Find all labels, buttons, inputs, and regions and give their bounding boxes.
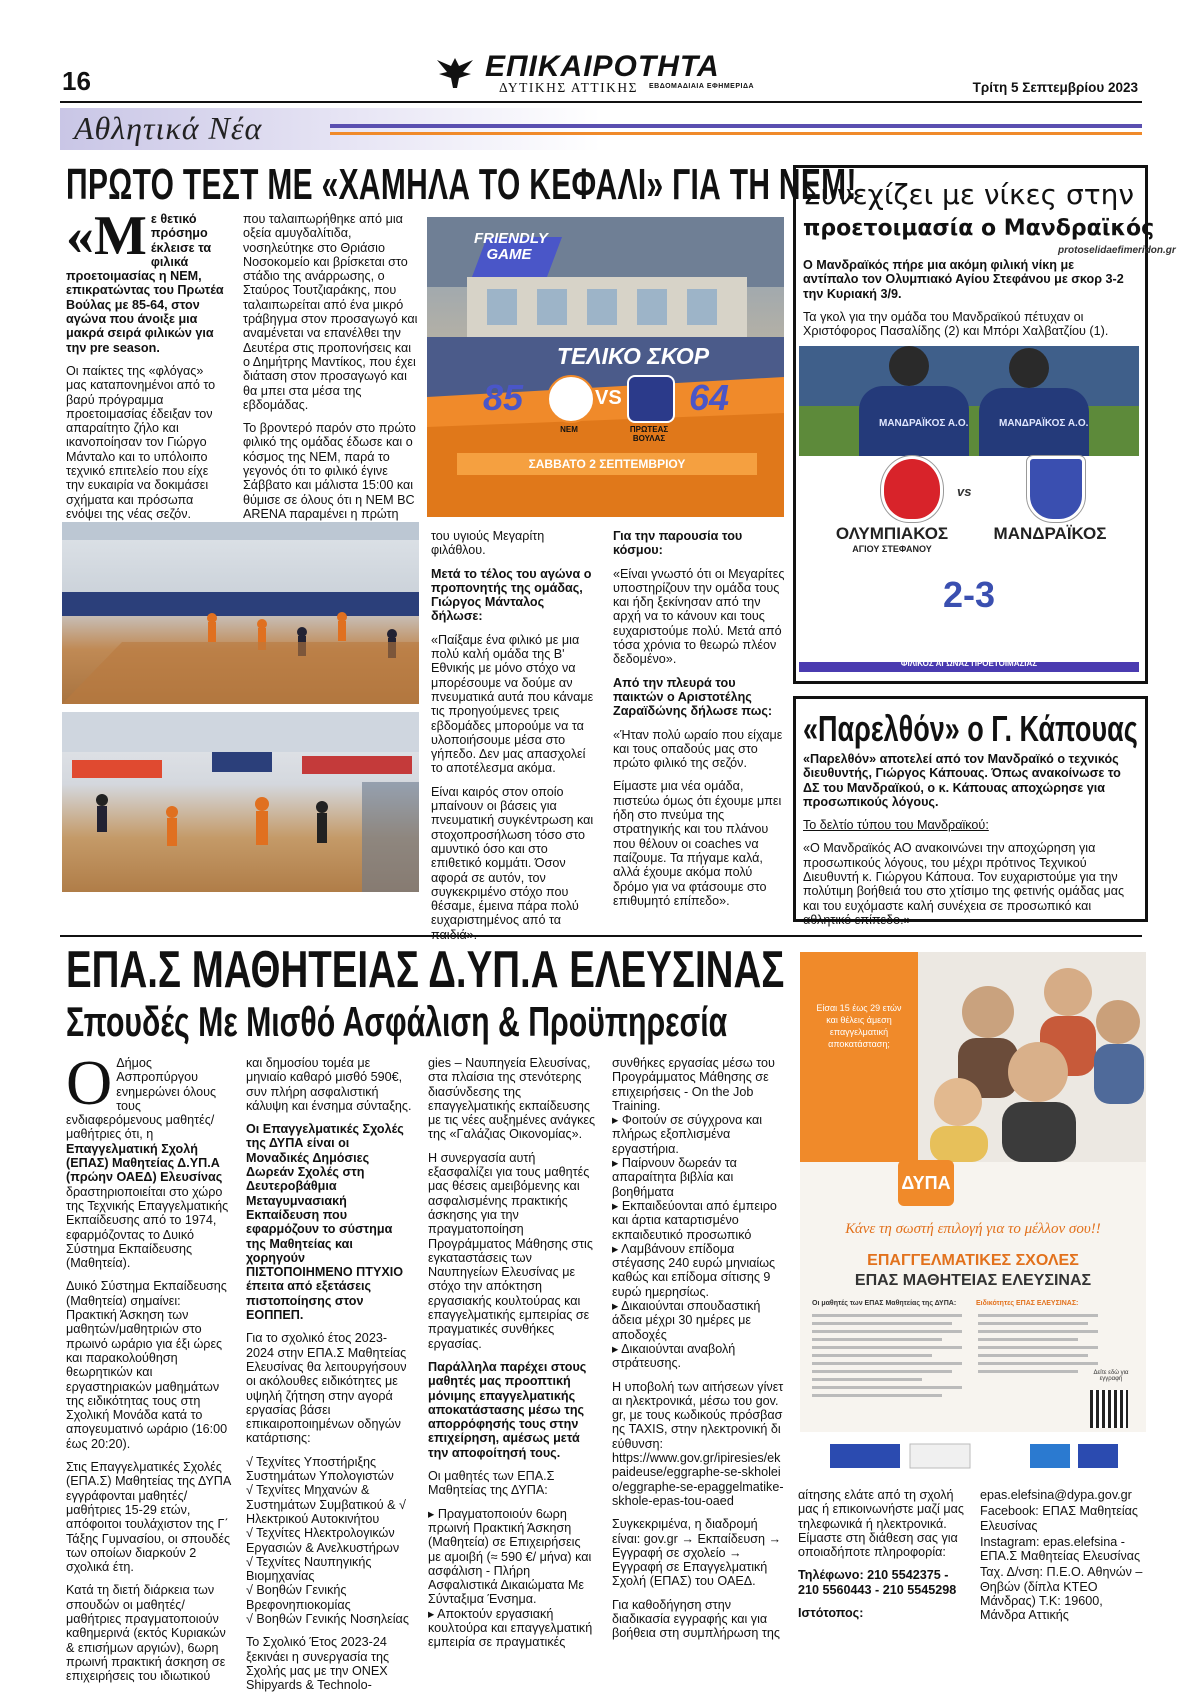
masthead — [435, 52, 775, 96]
paragraph: «Παίξαμε ένα φιλικό με μια πολύ καλή ομάδα της Β' Εθνικής με μόνο στόχο να μπορέσουμε να δούμε αν πνευματικά αυτά που κάναμε τις προηγούμενες τρεις εβδομάδες μπορούμε να τα υλοποιήσουμε μέσα στο γήπεδο. Δεν μας απασχολεί το αποτέλεσμα ακόμα. — [431, 632, 594, 776]
paragraph: Οι Επαγγελματικές Σχολές της ΔΥΠΑ είναι οι Μοναδικές Δημόσιες Δωρεάν Σχολές στη Δευτεροβάθμια Μεταγυμνασιακή Εκπαίδευση που εφαρμόζουν το σύστημα της Μαθητείας και χορηγούν ΠΙΣΤΟΠΟΙΗΜΕΝΟ ΠΤΥΧΙΟ έπειτα από εξετάσεις πιστοποίησης στον ΕΟΠΠΕΠ. — [246, 1122, 404, 1323]
ad-title: ΕΠΑΓΓΕΛΜΑΤΙΚΕΣ ΣΧΟΛΕΣ — [867, 1252, 1079, 1269]
away-team: ΠΡΩΤΕΑΣ ΒΟΥΛΑΣ — [629, 425, 669, 443]
article-column — [612, 1056, 784, 1641]
headline-line: προετοιμασία ο Μανδραϊκός — [803, 216, 1155, 241]
qr-code-icon[interactable] — [1090, 1390, 1128, 1428]
phone-numbers: Τηλέφωνο: 210 5542375 - 210 5560443 - 210 5545298 — [798, 1568, 957, 1597]
section-stripe — [330, 124, 1142, 128]
article-lead-bold: Επαγγελματική Σχολή (ΕΠΑΣ) Μαθητείας Δ.ΥΠ.Α (πρώην ΟΑΕΔ) Ελευσίνας — [66, 1141, 223, 1185]
quote: «Ο Μανδραϊκός ΑΟ ανακοινώνει την αποχώρηση για προσωπικούς λόγους, του μέχρι πρότινος Τεχνικού Διευθυντή κ. Γιώργου Κάπουα. Τον ευχαριστούμε για την πολύτιμη βοήθειά του στο χτίσιμο της φετινής ομάδας μας και του ευχόμαστε καλή συνέχεια σε προσωπικό και αθλητικό επίπεδο.» — [803, 841, 1125, 927]
facebook-link[interactable]: Facebook: ΕΠΑΣ Μαθητείας Ελευσίνας — [980, 1504, 1138, 1533]
paragraph: «Είναι γνωστό ότι οι Μεγαρίτες υποστηρίζουν την ομάδα τους και ήδη ξεκίνησαν από την αρχή να το κάνουν και τους ευχαριστούμε πολύ. Μετά από τόσα χρόνια το θεωρώ πλέον δεδομένο». — [613, 566, 785, 667]
article-subheadline: Σπουδές Με Μισθό Ασφάλιση & Προϋπηρεσία — [66, 998, 728, 1045]
article-headline — [803, 178, 1154, 246]
home-team: ΝΕΜ — [560, 425, 578, 434]
ad-slogan: Κάνε τη σωστή επιλογή για το μέλλον σου!! — [845, 1221, 1101, 1237]
masthead-title: ΕΠΙΚΑΙΡΟΤΗΤΑ — [485, 50, 720, 83]
final-score-label: ΤΕΛΙΚΟ ΣΚΟΡ — [556, 343, 710, 369]
mandraikos-crest-icon — [1027, 456, 1085, 522]
paragraph: Για το σχολικό έτος 2023-2024 στην ΕΠΑ.Σ Μαθητείας Ελευσίνας θα λειτουργήσουν οι ακόλουθες ειδικότητες με υψηλή ζήτηση στην αγορά εργασίας βάσει επικαιροποιημένων οδηγών κατάρτισης: — [246, 1331, 407, 1446]
article-lead: «Παρελθόν» αποτελεί από τον Μανδραϊκό ο τεχνικός διευθυντής, Γιώργος Κάπουας. Όπως ανακοίνωσε το ΔΣ του Μανδραϊκού, ο κ. Κάπουας αποχώρησε για προσωπικούς λόγους. — [803, 752, 1121, 809]
qr-caption: Δείτε εδώ για εγγραφή — [1093, 1370, 1129, 1382]
article-column — [428, 1056, 596, 1650]
match-date: ΣΑΒΒΑΤΟ 2 ΣΕΠΤΕΜΒΡΙΟΥ — [528, 457, 686, 471]
benefits-list: συνθήκες εργασίας μέσω του Προγράμματος Μάθησης σε επιχειρήσεις - On the Job Training. ▸ Φοιτούν σε σύγχρονα και πλήρως εξοπλισμένα εργαστήρια. ▸ Παίρνουν δωρεάν τα απαραίτητα βιβλία και βοηθήματα ▸ Εκπαιδεύονται από έμπειρο και άρτια καταρτισμένο εκπαιδευτικό προσωπικό ▸ Λαμβάνουν επίδομα στέγασης 240 ευρώ μηνιαίως καθώς και επίδομα σίτισης 9 ευρώ ημερησίως. ▸ Δικαιούνται σπουδαστική άδεια μέχρι 30 ημέρες με αποδοχές ▸ Δικαιούνται αναβολή στράτευσης. — [612, 1056, 777, 1371]
article-column — [613, 529, 785, 929]
game-photo — [62, 712, 419, 892]
game-photo-illustration — [62, 522, 419, 704]
paragraph: Στις Επαγγελματικές Σχολές (ΕΠΑ.Σ) Μαθητείας της ΔΥΠΑ εγγράφονται μαθητές/μαθήτριες 15-29 ετών, απόφοιτοι τουλάχιστον της Γ΄ Τάξης Γυμνασίου, οι σπουδές των οποίων διαρκούν 2 σχολικά έτη. — [66, 1460, 231, 1575]
students-photo-illustration — [918, 952, 1146, 1162]
masthead-tag: ΕΒΔΟΜΑΔΙΑΙΑ ΕΦΗΜΕΡΙΔΑ — [649, 83, 755, 90]
paragraph: Τα γκολ για την ομάδα του Μανδραϊκού πέτυχαν οι Χριστόφορος Πασαλίδης (2) και Μπόρι Χαλβατζίου (1). — [803, 309, 1109, 339]
paragraph: Συγκεκριμένα, η διαδρομή είναι: gov.gr → Εκπαίδευση → Εγγραφή σε σχολείο → Εγγραφή σε Επαγγελματική Σχολή (ΕΠΑΣ) του ΟΑΕΔ. — [612, 1517, 782, 1589]
specialties-list: √ Τεχνίτες Υποστήριξης Συστημάτων Υπολογιστών √ Τεχνίτες Μηχανών & Συστημάτων Συμβατικού & √ Ηλεκτρικού Αυτοκινήτου √ Τεχνίτες Ηλεκτρολογικών Εργασιών & Ανελκυστήρων √ Τεχνίτες Ναυπηγικής Βιομηχανίας √ Βοηθών Γενικής Βρεφονηπιοκομίας √ Βοηθών Γενικής Νοσηλείας — [246, 1454, 409, 1626]
paragraph: του υγιούς Μεγαρίτη φιλάθλου. — [431, 529, 545, 558]
paragraph: Μετά το τέλος του αγώνα ο προπονητής της ομάδας, Γιώργος Μάνταλος δήλωσε: — [431, 566, 592, 624]
article-column — [431, 529, 599, 929]
headline-line: Συνεχίζει με νίκες στην — [803, 178, 1134, 211]
paragraph: Δυικό Σύστημα Εκπαίδευσης (Μαθητεία) σημαίνει: Πρακτική Άσκηση των μαθητών/μαθητριών στο πρωινό ωράριο για έξι ώρες και παρακολούθηση θεωρητικών και εργαστηριακών μαθημάτων της ειδικότητας τους στη Σχολική Μονάδα κατά το απογευματινό ωράριο (16:00 έως 20:20). — [66, 1279, 228, 1451]
article-column — [243, 212, 418, 521]
game-photo — [62, 522, 419, 704]
ad-left-text: Είσαι 15 έως 29 ετών και θέλεις άμεση επαγγελματική αποκατάσταση; — [816, 1003, 902, 1049]
away-score: 64 — [689, 377, 730, 418]
paragraph: Για καθοδήγηση στην διαδικασία εγγραφής και για βοήθεια στη συμπλήρωση της — [612, 1597, 780, 1641]
section-stripe — [330, 132, 1142, 135]
nem-crest-icon — [547, 375, 595, 423]
badge-line: GAME — [486, 246, 532, 263]
ad-fine-print-illustration — [812, 1314, 1132, 1424]
article-column — [803, 258, 1133, 342]
ad-footer — [800, 1432, 1146, 1482]
ad-left-panel — [800, 952, 918, 1162]
dypa-logo: ΔΥΠΑ — [898, 1160, 954, 1206]
paragraph: «Ήταν πολύ ωραίο που είχαμε και τους οπαδούς μας στο πρώτο φιλικό της σεζόν. — [613, 727, 783, 771]
score-graphic — [427, 217, 784, 517]
article-lead-rest: δραστηριοποιείται στο χώρο της Τεχνικής Επαγγελματικής Εκπαίδευσης από το 1974, εφαρμόζοντας το Δυικό Σύστημα Εκπαίδευσης (Μαθητεία). — [66, 1184, 229, 1271]
article-headline: «Παρελθόν» ο Γ. Κάπουας — [803, 708, 1138, 749]
website-label: Ιστότοπος: — [798, 1606, 864, 1621]
paragraph: Η συνεργασία αυτή εξασφαλίζει για τους μαθητές μας θέσεις αμειβόμενης και ασφαλισμένης πρακτικής άσκησης για την πραγματοποίηση Προγράμματος Μάθησης στις εγκαταστάσεις των Ναυπηγείων Ελευσίνας με στόχο την απόκτηση εργασιακής κουλτούρας και επαγγελματικής εμπειρίας σε πραγματικές συνθήκες εργασίας. — [428, 1150, 593, 1351]
shirt-text: ΜΑΝΔΡΑΪΚΟΣ Α.Ο. — [879, 418, 969, 429]
article-lead: ε θετικό πρόσημο έκλεισε τα φιλικά προετοιμασίας η ΝΕΜ, επικρατώντας του Πρωτέα Βούλας με 85-64, στον αγώνα που άνοιξε μια μακρά σειρά φιλικών για την pre season. — [66, 212, 224, 355]
issue-date: Τρίτη 5 Σεπτεμβρίου 2023 — [972, 80, 1138, 95]
benefits-list: ▸ Πραγματοποιούν 6ωρη πρωινή Πρακτική Άσκηση (Μαθητεία) σε Επιχειρήσεις με αμοιβή (≈ 590 €/ μήνα) και ασφάλιση - Πλήρη Ασφαλιστικά Δικαιώματα Με Σύνταξιμα Ένσημα. ▸ Αποκτούν εργασιακή κουλτούρα και επαγγελματική εμπειρία σε πραγματικές — [428, 1506, 593, 1650]
article-column — [66, 205, 226, 521]
shirt-text: ΜΑΝΔΡΑΪΚΟΣ Α.Ο. — [999, 418, 1089, 429]
paragraph: Είμαστε μια νέα ομάδα, πιστεύω όμως ότι έχουμε μπει ήδη στο πνεύμα της στρατηγικής και του πλάνου που θέλουν οι coaches να παίζουμε. Τα πήγαμε καλά, αλλά έχουμε ακόμα πολύ δρόμο για να φτάσουμε στο επιθυμητό επίπεδο». — [613, 779, 782, 908]
ad-list-head: Οι μαθητές των ΕΠΑΣ Μαθητείας της ΔΥΠΑ: — [812, 1300, 957, 1307]
header-divider — [60, 101, 1142, 103]
watermark: protoselidaefimeridon.gr — [1058, 245, 1176, 256]
article-lead: Ο Μανδραϊκός πήρε μια ακόμη φιλική νίκη με αντίπαλο τον Ολυμπιακό Αγίου Στεφάνου με σκορ 3-2 την Κυριακή 3/9. — [803, 258, 1124, 301]
ad-list-head: Ειδικότητες ΕΠΑΣ ΕΛΕΥΣΙΝΑΣ: — [976, 1300, 1079, 1307]
home-score: 85 — [483, 377, 524, 418]
vs-label: vs — [957, 484, 972, 499]
subhead: Το δελτίο τύπου του Μανδραϊκού: — [803, 818, 989, 833]
olympiakos-crest-icon — [881, 456, 943, 522]
match-graphic-illustration — [799, 346, 1139, 672]
paragraph: Το Σχολικό Έτος 2023-24 ξεκινάει η συνεργασία της Σχολής μας με την ONEX Shipyards & Technolo- — [246, 1635, 390, 1693]
paragraph: Το βροντερό παρόν στο πρώτο φιλικό της ομάδας έδωσε και ο κόσμος της ΝΕΜ, παρά το γεγονός ότι το φιλικό έγινε Σάββατο και μάλιστα 15:00 και θύμισε σε όλους ότι η ΝΕΜ BC ARENA παραμένει η πρώτη — [243, 421, 416, 521]
application-link[interactable]: Η υποβολή των αιτήσεων γίνεται ηλεκτρονικά, μέσω του gov.gr, με τους κωδικούς πρόσβασης TAXIS, στην ηλεκτρονική διεύθυνση: https://www.gov.gr/ipiresies/ekpaideuse/eggraphe-se-skholeio/eggraphe-se-epaggelmatike-skhole-epas-tou-oaed — [612, 1379, 784, 1508]
paragraph: Είναι καιρός στον οποίο μπαίνουν οι βάσεις για πνευματική συγκέντρωση και στοχοπροσήλωση τόσο στο αμυντικό όσο και στο επιθετικό κομμάτι. Όσον αφορά σε αυτόν, τον συγκεκριμένο στόχο που θέσαμε, έμεινα πάρα πολύ ευχαριστημένος από τα — [431, 784, 594, 928]
paragraph: που ταλαιπωρήθηκε από μια οξεία αμυγδαλίτιδα, νοσηλεύτηκε στο Θριάσιο Νοσοκομείο και βρίσκεται στο στάδιο της ανάρρωσης, ο Σταύρος Τουτζιαράκης, που ταλαιπωρείται από ένα μικρό τράβηγμα στον προσαγωγό και αναμένεται να επανέλθει την Δευτέρα στις προπονήσεις και ο Δημήτρης Μαντίκος, που έχει διάταση στον προσαγωγό και θα μπει στα μέσα της εβδομάδας. — [243, 212, 418, 412]
badge-line: FRIENDLY — [474, 230, 548, 247]
paragraph: και δημοσίου τομέα με μηνιαίο καθαρό μισθό 590€, συν πλήρη ασφαλιστική κάλυψη και ένσημα σύνταξης. — [246, 1056, 412, 1113]
away-team: ΜΑΝΔΡΑΪΚΟΣ — [993, 524, 1107, 543]
article-column — [798, 1488, 964, 1621]
match-graphic — [799, 346, 1139, 672]
home-team-sub: ΑΓΙΟΥ ΣΤΕΦΑΝΟΥ — [852, 544, 932, 554]
eu-logos-icon — [800, 1432, 1146, 1482]
dypa-advertisement[interactable] — [800, 952, 1146, 1482]
article-lead: Δήμος Ασπροπύργου ενημερώνει όλους τους ενδιαφερόμενους μαθητές/μαθήτριες ότι, η — [66, 1056, 217, 1142]
instagram-link[interactable]: Instagram: epas.elefsina - ΕΠΑ.Σ Μαθητείας Ελευσίνας — [980, 1534, 1141, 1564]
drop-cap: «Μ — [66, 205, 147, 267]
article-column — [66, 1047, 231, 1684]
paragraph: Παράλληλα παρέχει στους μαθητές μας προοπτική μόνιμης επαγγελματικής αποκατάστασης μέσω της απορρόφησής τους στην επιχείρηση, αμέσως μετά την αποφοίτησή τους. — [428, 1359, 587, 1460]
paragraph: αίτησης ελάτε από τη σχολή μας ή επικοινωνήστε μαζί μας τηλεφωνικά ή ηλεκτρονικά. Είμαστε στη διάθεση σας για οποιαδήποτε πληροφορία: — [798, 1488, 964, 1560]
protea-crest-icon — [627, 375, 675, 423]
paragraph: Οι παίκτες της «φλόγας» μας καταπονημένοι από το βαρύ πρόγραμμα προετοιμασίας έδειξαν τον απαραίτητο ζήλο και ικανοποίησαν τον Γιώργο Μάνταλο και το υπόλοιπο τεχνικό επιτελείο που είχε την ευκαιρία να δοκιμάσει σχήματα και πρόσωπα ενόψει της νέας σεζόν. — [66, 363, 216, 521]
article-column — [246, 1056, 412, 1693]
ad-subtitle: ΕΠΑΣ ΜΑΘΗΤΕΙΑΣ ΕΛΕΥΣΙΝΑΣ — [854, 1272, 1092, 1289]
home-team: ΟΛΥΜΠΙΑΚΟΣ — [835, 524, 949, 543]
vs-label: VS — [595, 387, 622, 409]
paragraph: Κατά τη διετή διάρκεια των σπουδών οι μαθητές/μαθήτριες πραγματοποιούν καθημερινά (εκτός Κυριακών & επισήμων αργιών), 6ωρη πρωινή πρακτική άσκηση σε επιχειρήσεις του ιδιωτικού — [66, 1583, 226, 1684]
eagle-logo-icon — [435, 54, 475, 90]
section-title: Αθλητικά Νέα — [74, 110, 263, 146]
page-number: 16 — [62, 66, 91, 96]
article-column — [980, 1488, 1144, 1623]
game-photo-illustration — [62, 712, 419, 892]
article-column — [803, 752, 1135, 927]
friendly-game-badge — [474, 230, 548, 263]
paragraph: Από την πλευρά του παικτών ο Αριστοτέλης Ζαραϊδώνης δήλωσε πως: — [613, 675, 773, 719]
paragraph: gies – Ναυπηγεία Ελευσίνας, στα πλαίσια της στενότερης διασύνδεσης της επαγγελματικής εκπαίδευσης με τις νέες αυξημένες ανάγκες της «Γαλάζιας Οικονομίας». — [428, 1056, 596, 1142]
paragraph: Οι μαθητές των ΕΠΑ.Σ Μαθητείας της ΔΥΠΑ: — [428, 1469, 555, 1498]
article-headline: ΕΠΑ.Σ ΜΑΘΗΤΕΙΑΣ Δ.ΥΠ.Α ΕΛΕΥΣΙΝΑΣ — [66, 941, 785, 999]
paragraph: Για την παρουσία του κόσμου: — [613, 529, 743, 558]
graphic-footer: ΦΙΛΙΚΟΣ ΑΓΩΝΑΣ ΠΡΟΕΤΟΙΜΑΣΙΑΣ — [900, 659, 1038, 668]
drop-cap: Ο — [66, 1047, 113, 1118]
masthead-subtitle: ΔΥΤΙΚΗΣ ΑΤΤΙΚΗΣ — [499, 80, 639, 95]
address: Ταχ. Δ/νση: Π.Ε.Ο. Αθηνών – Θηβών (δίπλα ΚΤΕΟ Μάνδρας) Τ.Κ: 19600, Μάνδρα Αττικής — [980, 1565, 1143, 1623]
article-headline: ΠΡΩΤΟ ΤΕΣΤ ΜΕ «ΧΑΜΗΛΑ ΤΟ ΚΕΦΑΛΙ» ΓΙΑ ΤΗ ΝΕΜ! — [66, 160, 857, 209]
section-divider — [60, 935, 1142, 937]
email-link[interactable]: epas.elefsina@dypa.gov.gr — [980, 1488, 1132, 1502]
final-score: 2-3 — [942, 574, 996, 615]
